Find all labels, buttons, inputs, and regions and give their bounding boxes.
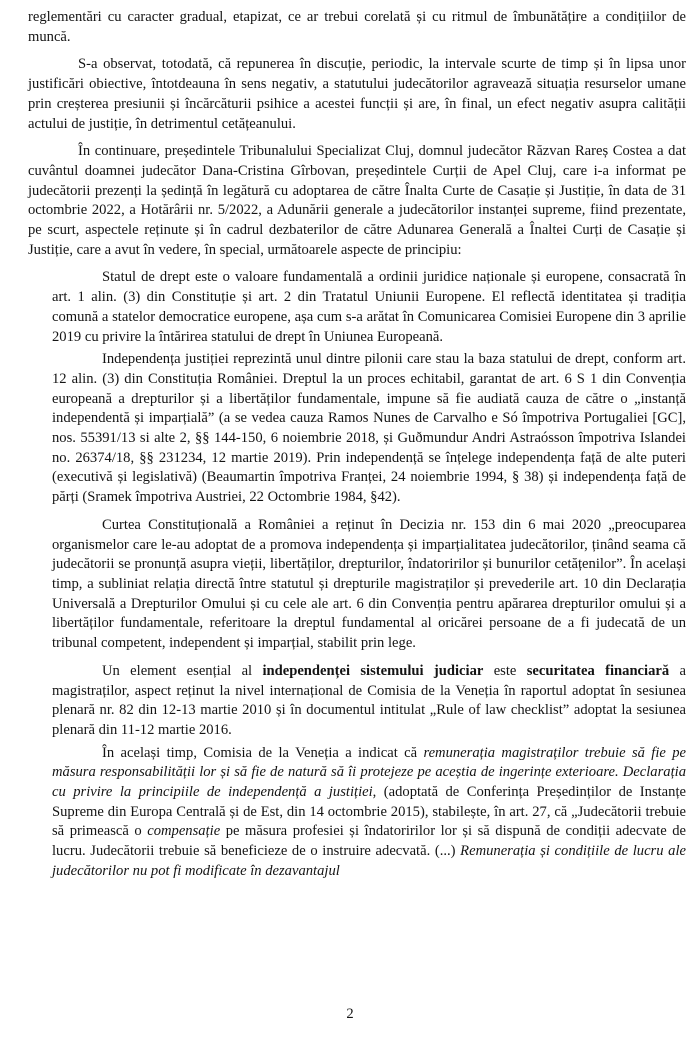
paragraph-6-text: Curtea Constituțională a României a reținut în Decizia nr. 153 din 6 mai 2020 „preocuparea organismelor care le-au adoptat de a promova independența și imparțialitatea judecătorilor, ținând seama că judecătorii se pronunță asupra vieții, libertăților, drepturilor, îndatoririlor și bunurilor cetățenilor”. În același timp, a subliniat relația directă între statutul și drepturile magistraților și prevederile art. 10 din Declarația Universală a Drepturilor Omului și cu cele ale art. 6 din Convenția pentru apărarea drepturilor omului și a libertăților fundamentale, referitoare la dreptul fundamental al oricărei persoane de a fi judecată de un tribunal competent, independent și imparțial, stabilit prin lege. (52, 516, 686, 652)
paragraph-8-text: În același timp, Comisia de la Veneția a indicat că (102, 744, 424, 761)
paragraph-7 (52, 662, 686, 741)
page-number: 2 (346, 1006, 354, 1022)
paragraph-8-italic-text: compensație (147, 823, 221, 840)
paragraph-8-italic-text: remunerația magistraților trebuie să fie pe măsura responsabilității lor și să fie de natură să îi protejeze pe aceștia de ingerințe exterioare. Declarația cu privire la principiile de independență a justiției (52, 744, 686, 801)
paragraph-7-bold-text: securitatea financiară (526, 662, 670, 679)
paragraph-1 (28, 8, 686, 47)
paragraph-4-text: Statul de drept este o valoare fundamentală a ordinii juridice naționale și europene, consacrată în art. 1 alin. (3) din Constituție și art. 2 din Tratatul Uniunii Europene. El reflectă identitatea și tradiția comună a statelor democratice europene, așa cum s-a arătat în Comunicarea Comisiei Europene din 3 aprilie 2019 cu privire la întărirea statului de drept în Uniunea Europeană. (52, 269, 686, 345)
paragraph-3 (28, 142, 686, 260)
paragraph-2-text: S-a observat, totodată, că repunerea în discuție, periodic, la intervale scurte de timp și în lipsa unor justificări obiective, întotdeauna în sens negativ, a statutului judecătorilor agravează situația resurselor umane prin creșterea presiunii și încărcăturii psihice a acestei funcții și are, în final, un efect negativ asupra calității actului de justiție, în detrimentul cetățeanului. (28, 56, 686, 132)
paragraph-7-bold-text: independenței sistemului judiciar (262, 662, 484, 679)
paragraph-5-text: Independența justiției reprezintă unul dintre pilonii care stau la baza statului de drept, conform art. 12 alin. (3) din Constituția României. Dreptul la un proces echitabil, garantat de art. 6 S 1 din Convenția europeană a drepturilor și a libertăților fundamentale, impune să fie audiată cauza de către o „instanță independentă și imparțială” (a se vedea cauza Ramos Nunes de Carvalho e Só împotriva Portugaliei [GC], nos. 55391/13 si alte 2, §§ 144-150, 6 noiembrie 2018, și Guðmundur Andri Astraósson împotriva Islandei no. 26374/18, §§ 231234, 12 martie 2019). Prin independență se înțelege independența față de alte puteri (executivă și legislativă) (Beaumartin împotriva Franței, 24 noiembrie 1994, § 38) și independența față de părți (Sramek împotriva Austriei, 22 Octombrie 1984, §42). (52, 351, 686, 506)
paragraph-6 (52, 516, 686, 654)
paragraph-8-text: pe măsura profesiei și îndatoririlor lor și să dispună de condiții adecvate de lucru. Judecătorii trebuie să beneficieze de o instruire adecvată. (...) (52, 823, 686, 860)
paragraph-7-text: Un element esențial al (102, 662, 263, 679)
paragraph-7-text: este (483, 662, 527, 679)
quoted-principles-block (28, 268, 686, 881)
paragraph-7-text: a magistraților, aspect reținut la nivel internațional de Comisia de la Veneția în raportul adoptat în sesiunea plenară nr. 82 din 12-13 martie 2010 și în documentul intitulat „Rule of law checklist” adoptat la sesiunea plenară din 11-12 martie 2016. (52, 662, 686, 738)
paragraph-3-text: În continuare, președintele Tribunalului Specializat Cluj, domnul judecător Răzvan Rareș Costea a dat cuvântul doamnei judecător Dana-Cristina Gîrbovan, președintele Curții de Apel Cluj, care i-a informat pe judecătorii prezenți la ședință în legătură cu adoptarea de către Înalta Curte de Casație și Justiție, în data de 31 octombrie 2022, a Hotărârii nr. 5/2022, a Adunării generale a judecătorilor instanței supreme, fiind prezentate, pe scurt, aspectele reținute și în cadrul dezbaterilor de către Adunarea Generală a Înaltei Curți de Casație și Justiție, care a avut în vedere, în special, următoarele aspecte de principiu: (28, 143, 686, 258)
paragraph-8-text: , (adoptată de Conferința Președinților de Instanțe Supreme din Europa Centrală și de Est, din 14 octombrie 2015), stabilește, în art. 27, că „Judecătorii trebuie să primească o (52, 784, 686, 840)
paragraph-8-italic-text: Remunerația și condițiile de lucru ale judecătorilor nu pot fi modificate în dezavantajul (52, 843, 686, 879)
paragraph-8 (52, 744, 686, 882)
paragraph-5 (52, 350, 686, 508)
paragraph-2 (28, 55, 686, 134)
paragraph-4 (52, 268, 686, 347)
paragraph-1-text: reglementări cu caracter gradual, etapizat, ce ar trebui corelată și cu ritmul de îmbunătățire a condițiilor de muncă. (28, 9, 686, 45)
